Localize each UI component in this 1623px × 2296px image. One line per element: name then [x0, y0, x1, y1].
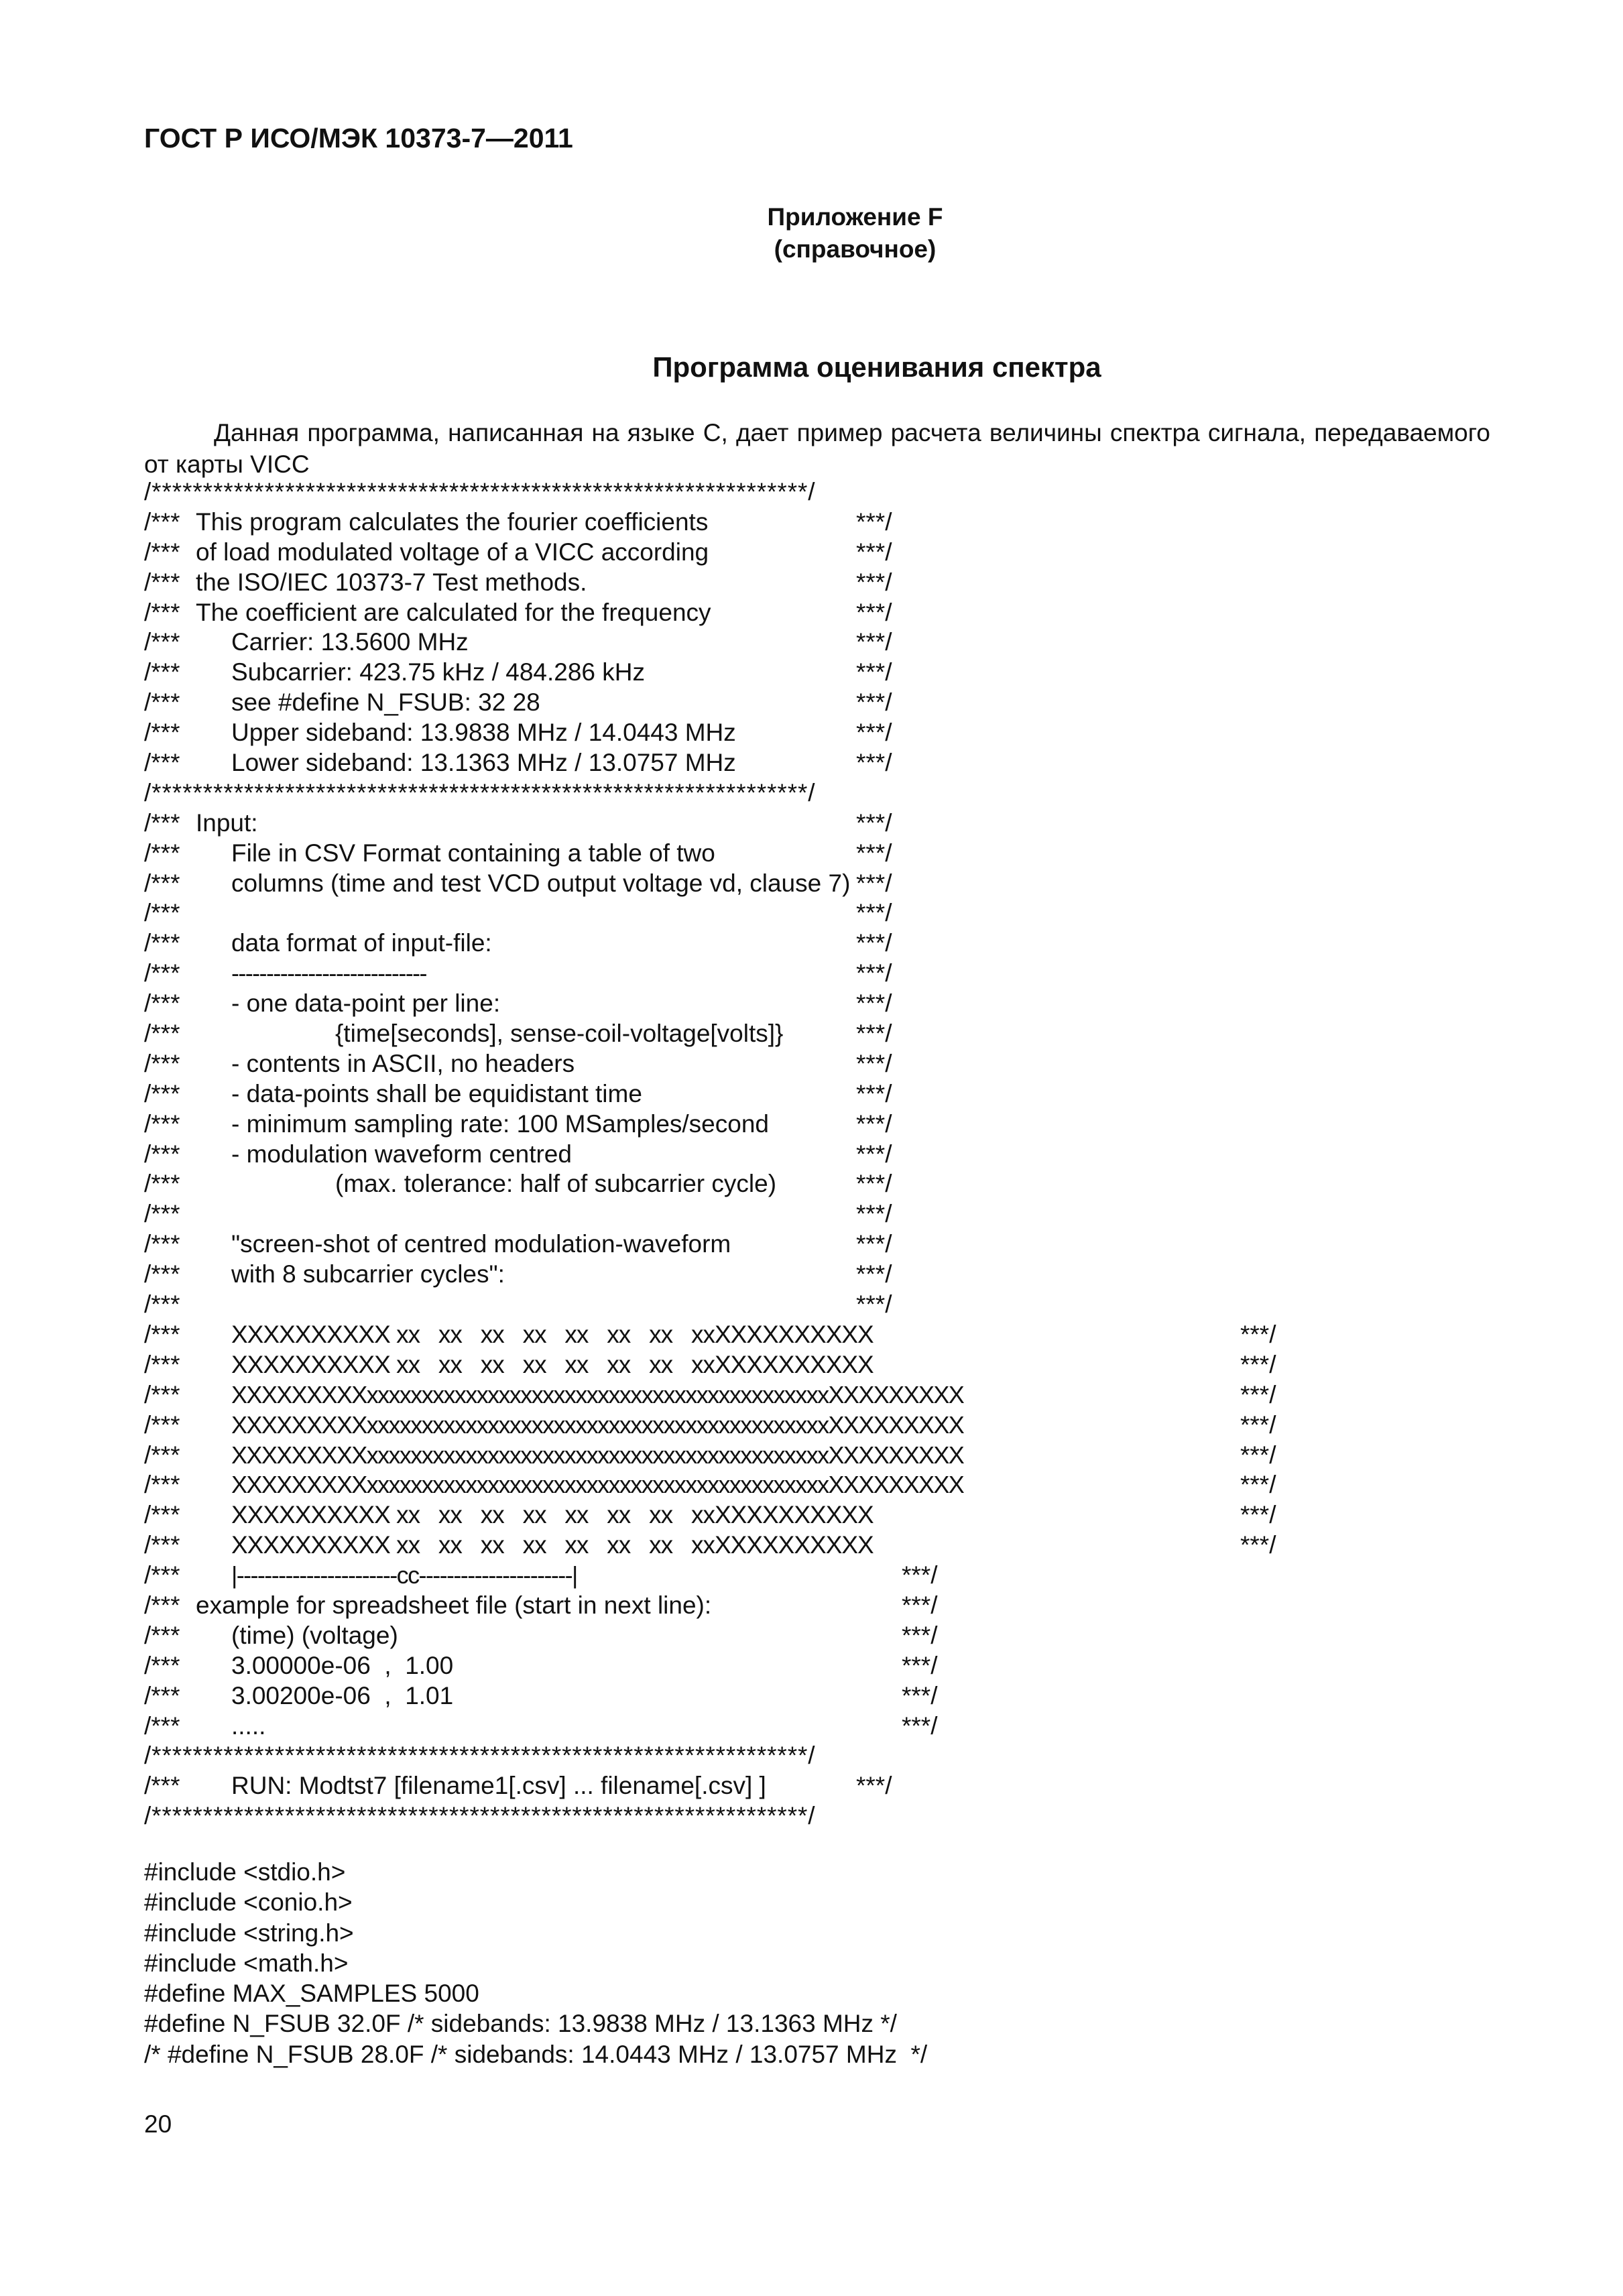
waveform-line: /*** XXXXXXXXXxxxxxxxxxxxxxxxxxxxxxxxxxxxxxxxxxxxxxxxxxxXXXXXXXXX ***/ — [144, 1471, 1276, 1499]
source-line: #include <string.h> — [144, 1919, 354, 1947]
code-line: /*** example for spreadsheet file (start in next line): ***/ — [144, 1591, 938, 1619]
code-line: /*** data format of input-file: ***/ — [144, 929, 892, 957]
code-line: /*** File in CSV Format containing a table of two ***/ — [144, 839, 892, 867]
code-line: /*** - contents in ASCII, no headers ***/ — [144, 1049, 892, 1077]
include-block — [144, 1857, 927, 2069]
code-line — [144, 778, 1552, 808]
code-line: /*** ***/ — [144, 1200, 892, 1228]
waveform-line: /*** XXXXXXXXXxxxxxxxxxxxxxxxxxxxxxxxxxxxxxxxxxxxxxxxxxxXXXXXXXXX ***/ — [144, 1410, 1276, 1439]
code-line: /*** 3.00000e-06 , 1.00 ***/ — [144, 1651, 938, 1679]
stars-line: /****************************************************************/ — [144, 1802, 816, 1830]
code-line: /*** of load modulated voltage of a VICC according ***/ — [144, 538, 892, 566]
waveform-line: /*** XXXXXXXXXX xx xx xx xx xx xx xx xxXXXXXXXXXX ***/ — [144, 1350, 1276, 1378]
code-line: /*** Input: ***/ — [144, 808, 892, 837]
code-line: /*** - minimum sampling rate: 100 MSamples/second ***/ — [144, 1109, 892, 1138]
waveform-line: /*** XXXXXXXXXX xx xx xx xx xx xx xx xxXXXXXXXXXX ***/ — [144, 1501, 1276, 1529]
waveform-line: /*** XXXXXXXXXxxxxxxxxxxxxxxxxxxxxxxxxxxxxxxxxxxxxxxxxxxXXXXXXXXX ***/ — [144, 1380, 1276, 1408]
annex-label: Приложение F — [767, 203, 943, 231]
source-line: #define N_FSUB 32.0F /* sidebands: 13.9838 MHz / 13.1363 MHz */ — [144, 2010, 897, 2038]
code-line: /*** Lower sideband: 13.1363 MHz / 13.0757 MHz ***/ — [144, 749, 892, 777]
code-line: /*** 3.00200e-06 , 1.01 ***/ — [144, 1681, 938, 1709]
stars-line: /****************************************************************/ — [144, 778, 816, 806]
code-line: /*** Carrier: 13.5600 MHz ***/ — [144, 628, 892, 656]
code-line: /*** (max. tolerance: half of subcarrier cycle) ***/ — [144, 1170, 892, 1198]
code-line — [144, 477, 1552, 507]
code-line: /*** Upper sideband: 13.9838 MHz / 14.0443 MHz ***/ — [144, 719, 892, 747]
waveform-line: /*** |-----------------------cc----------------------| ***/ — [144, 1561, 938, 1589]
waveform-line: /*** XXXXXXXXXX xx xx xx xx xx xx xx xxXXXXXXXXXX ***/ — [144, 1320, 1276, 1348]
code-line: /*** ..... ***/ — [144, 1711, 938, 1740]
code-line: /*** - modulation waveform centred ***/ — [144, 1140, 892, 1168]
code-line: /*** (time) (voltage) ***/ — [144, 1621, 938, 1649]
source-line: #include <conio.h> — [144, 1888, 353, 1917]
annex-heading — [0, 201, 1623, 265]
source-line: #define MAX_SAMPLES 5000 — [144, 1980, 479, 2008]
code-line: /*** The coefficient are calculated for the frequency ***/ — [144, 598, 892, 626]
waveform-line: /*** XXXXXXXXXX xx xx xx xx xx xx xx xxXXXXXXXXXX ***/ — [144, 1531, 1276, 1559]
code-line — [144, 1741, 1552, 1771]
code-line: /*** This program calculates the fourier coefficients ***/ — [144, 507, 892, 536]
stars-line: /****************************************************************/ — [144, 478, 816, 505]
code-line: /*** Subcarrier: 423.75 kHz / 484.286 kHz ***/ — [144, 658, 892, 686]
annex-status: (справочное) — [774, 235, 937, 263]
code-line: /*** {time[seconds], sense-coil-voltage[volts]} ***/ — [144, 1020, 892, 1048]
section-title: Программа оценивания спектра — [652, 351, 1101, 383]
code-line: /*** ---------------------------- ***/ — [144, 959, 892, 987]
document-header: ГОСТ Р ИСО/МЭК 10373-7—2011 — [144, 123, 573, 154]
code-line: /*** "screen-shot of centred modulation-waveform ***/ — [144, 1230, 892, 1258]
stars-line: /****************************************************************/ — [144, 1742, 816, 1770]
code-line: /*** see #define N_FSUB: 32 28 ***/ — [144, 688, 892, 717]
code-line: /*** columns (time and test VCD output voltage vd, clause 7) ***/ — [144, 869, 892, 897]
code-line: /*** ***/ — [144, 899, 892, 927]
source-line: #include <math.h> — [144, 1949, 349, 1977]
code-line — [144, 1801, 1552, 1831]
code-line: /*** the ISO/IEC 10373-7 Test methods. ***/ — [144, 568, 892, 596]
code-line: /*** ***/ — [144, 1290, 892, 1319]
source-line: #include <stdio.h> — [144, 1858, 346, 1886]
intro-paragraph: Данная программа, написанная на языке С, дает пример расчета величины спектра сигнала, передаваемого от карты VICC — [144, 419, 1490, 478]
code-comment-block — [144, 477, 1552, 1831]
waveform-line: /*** XXXXXXXXXxxxxxxxxxxxxxxxxxxxxxxxxxxxxxxxxxxxxxxxxxxXXXXXXXXX ***/ — [144, 1441, 1276, 1469]
code-line: /*** - one data-point per line: ***/ — [144, 989, 892, 1018]
source-line: /* #define N_FSUB 28.0F /* sidebands: 14.0443 MHz / 13.0757 MHz */ — [144, 2040, 928, 2068]
code-line: /*** with 8 subcarrier cycles": ***/ — [144, 1260, 892, 1288]
code-line: /*** - data-points shall be equidistant time ***/ — [144, 1079, 892, 1107]
code-line: /*** RUN: Modtst7 [filename1[.csv] ... filename[.csv] ] ***/ — [144, 1772, 892, 1800]
page-number: 20 — [144, 2110, 172, 2138]
